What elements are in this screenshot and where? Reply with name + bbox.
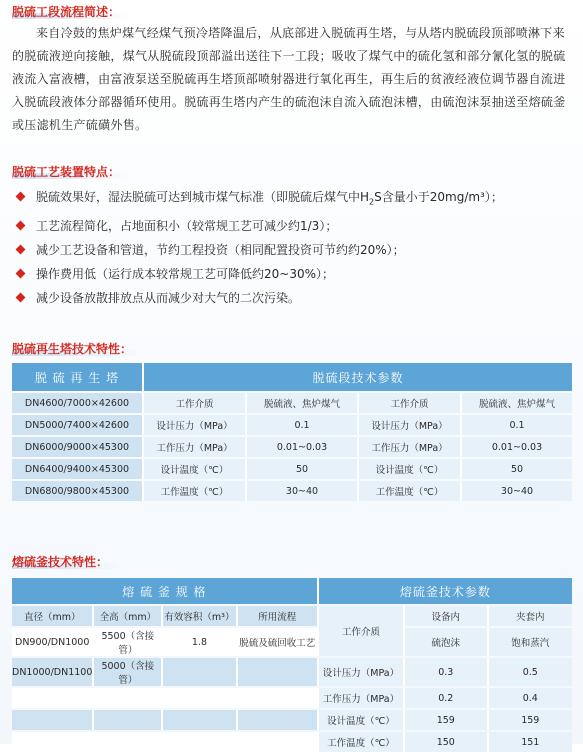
diamond-bullet-icon [16,269,26,279]
melter-header-right: 熔硫釜技术参数 [319,578,572,604]
feature-item: 操作费用低（运行成本较常规工艺可降低约20~30%）； [16,262,503,286]
feature-item: 减少设备放散排放点从而减少对大气的二次污染。 [16,286,503,310]
regen-header-left: 脱 硫 再 生 塔 [12,363,144,391]
table-row: 设计温度（℃） 159 159 [12,710,572,730]
regen-tower-title: 脱硫再生塔技术特性： [12,342,133,356]
regen-tower-table [12,361,572,503]
diamond-bullet-icon [16,245,26,255]
table-row: DN5000/7400×42600 设计压力（MPa） 0.1 设计压力（MPa） 0.1 [12,415,572,435]
features-list [16,185,503,310]
table-row: 工作温度（℃） 150 151 [12,732,572,752]
table-row: DN1000/DN1100 5000（含接管） 设计压力（MPa） 0.3 0.5 [12,658,572,686]
features-title: 脱硫工艺装置特点： [12,165,121,179]
process-description: 来自冷鼓的焦炉煤气经煤气预冷塔降温后，从底部进入脱硫再生塔，与从塔内脱硫段顶部喷淋下来的脱硫液逆向接触，煤气从脱硫段顶部溢出送往下一工段；吸收了煤气中的硫化氢和部分氰化氢的脱硫液流入富液槽，由富液泵送至脱硫再生塔顶部喷射器进行氧化再生，再生后的贫液经液位调节器自流进入脱硫段液体分部器循环使用。脱硫再生塔内产生的硫泡沫自流入硫泡沫槽，由硫泡沫泵抽送至熔硫釜或压滤机生产硫磺外售。 [12,26,566,132]
regen-header-right: 脱硫段技术参数 [144,363,572,391]
diamond-bullet-icon [16,221,26,231]
table-row: DN4600/7000×42600 工作介质 脱硫液、焦炉煤气 工作介质 脱硫液、焦炉煤气 [12,393,572,413]
table-row: DN6400/9400×45300 设计温度（℃） 50 设计温度（℃） 50 [12,459,572,479]
sulfur-melter-table [12,576,572,754]
diamond-bullet-icon [16,293,26,303]
table-row: 工作压力（MPa） 0.2 0.4 [12,688,572,708]
feature-item: 脱硫效果好，湿法脱硫可达到城市煤气标准（即脱硫后煤气中$H_2S$含量小于20mg/m³）； [16,185,503,214]
table-row: 直径（mm） 全高（mm） 有效容积（m³） 所用流程 工作介质 设备内 夹套内 [12,606,572,626]
feature-item: 减少工艺设备和管道，节约工程投资（相同配置投资可节约约20%）； [16,238,503,262]
process-title: 脱硫工段流程简述： [12,5,121,19]
diamond-bullet-icon [16,192,26,202]
medium-label: 工作介质 [319,606,405,656]
melter-header-left: 熔 硫 釜 规 格 [12,578,319,604]
table-row: DN6800/9800×45300 工作温度（℃） 30~40 工作温度（℃） 30~40 [12,481,572,501]
feature-item: 工艺流程简化，占地面积小（较常规工艺可减少约1/3）； [16,214,503,238]
table-row: DN900/DN1000 5500（含接管） 1.8 脱硫及硫回收工艺 硫泡沫 饱和蒸汽 [12,628,572,656]
sulfur-melter-title: 熔硫釜技术特性： [12,555,109,569]
table-row: DN6000/9000×45300 工作压力（MPa） 0.01~0.03 工作压力（MPa） 0.01~0.03 [12,437,572,457]
